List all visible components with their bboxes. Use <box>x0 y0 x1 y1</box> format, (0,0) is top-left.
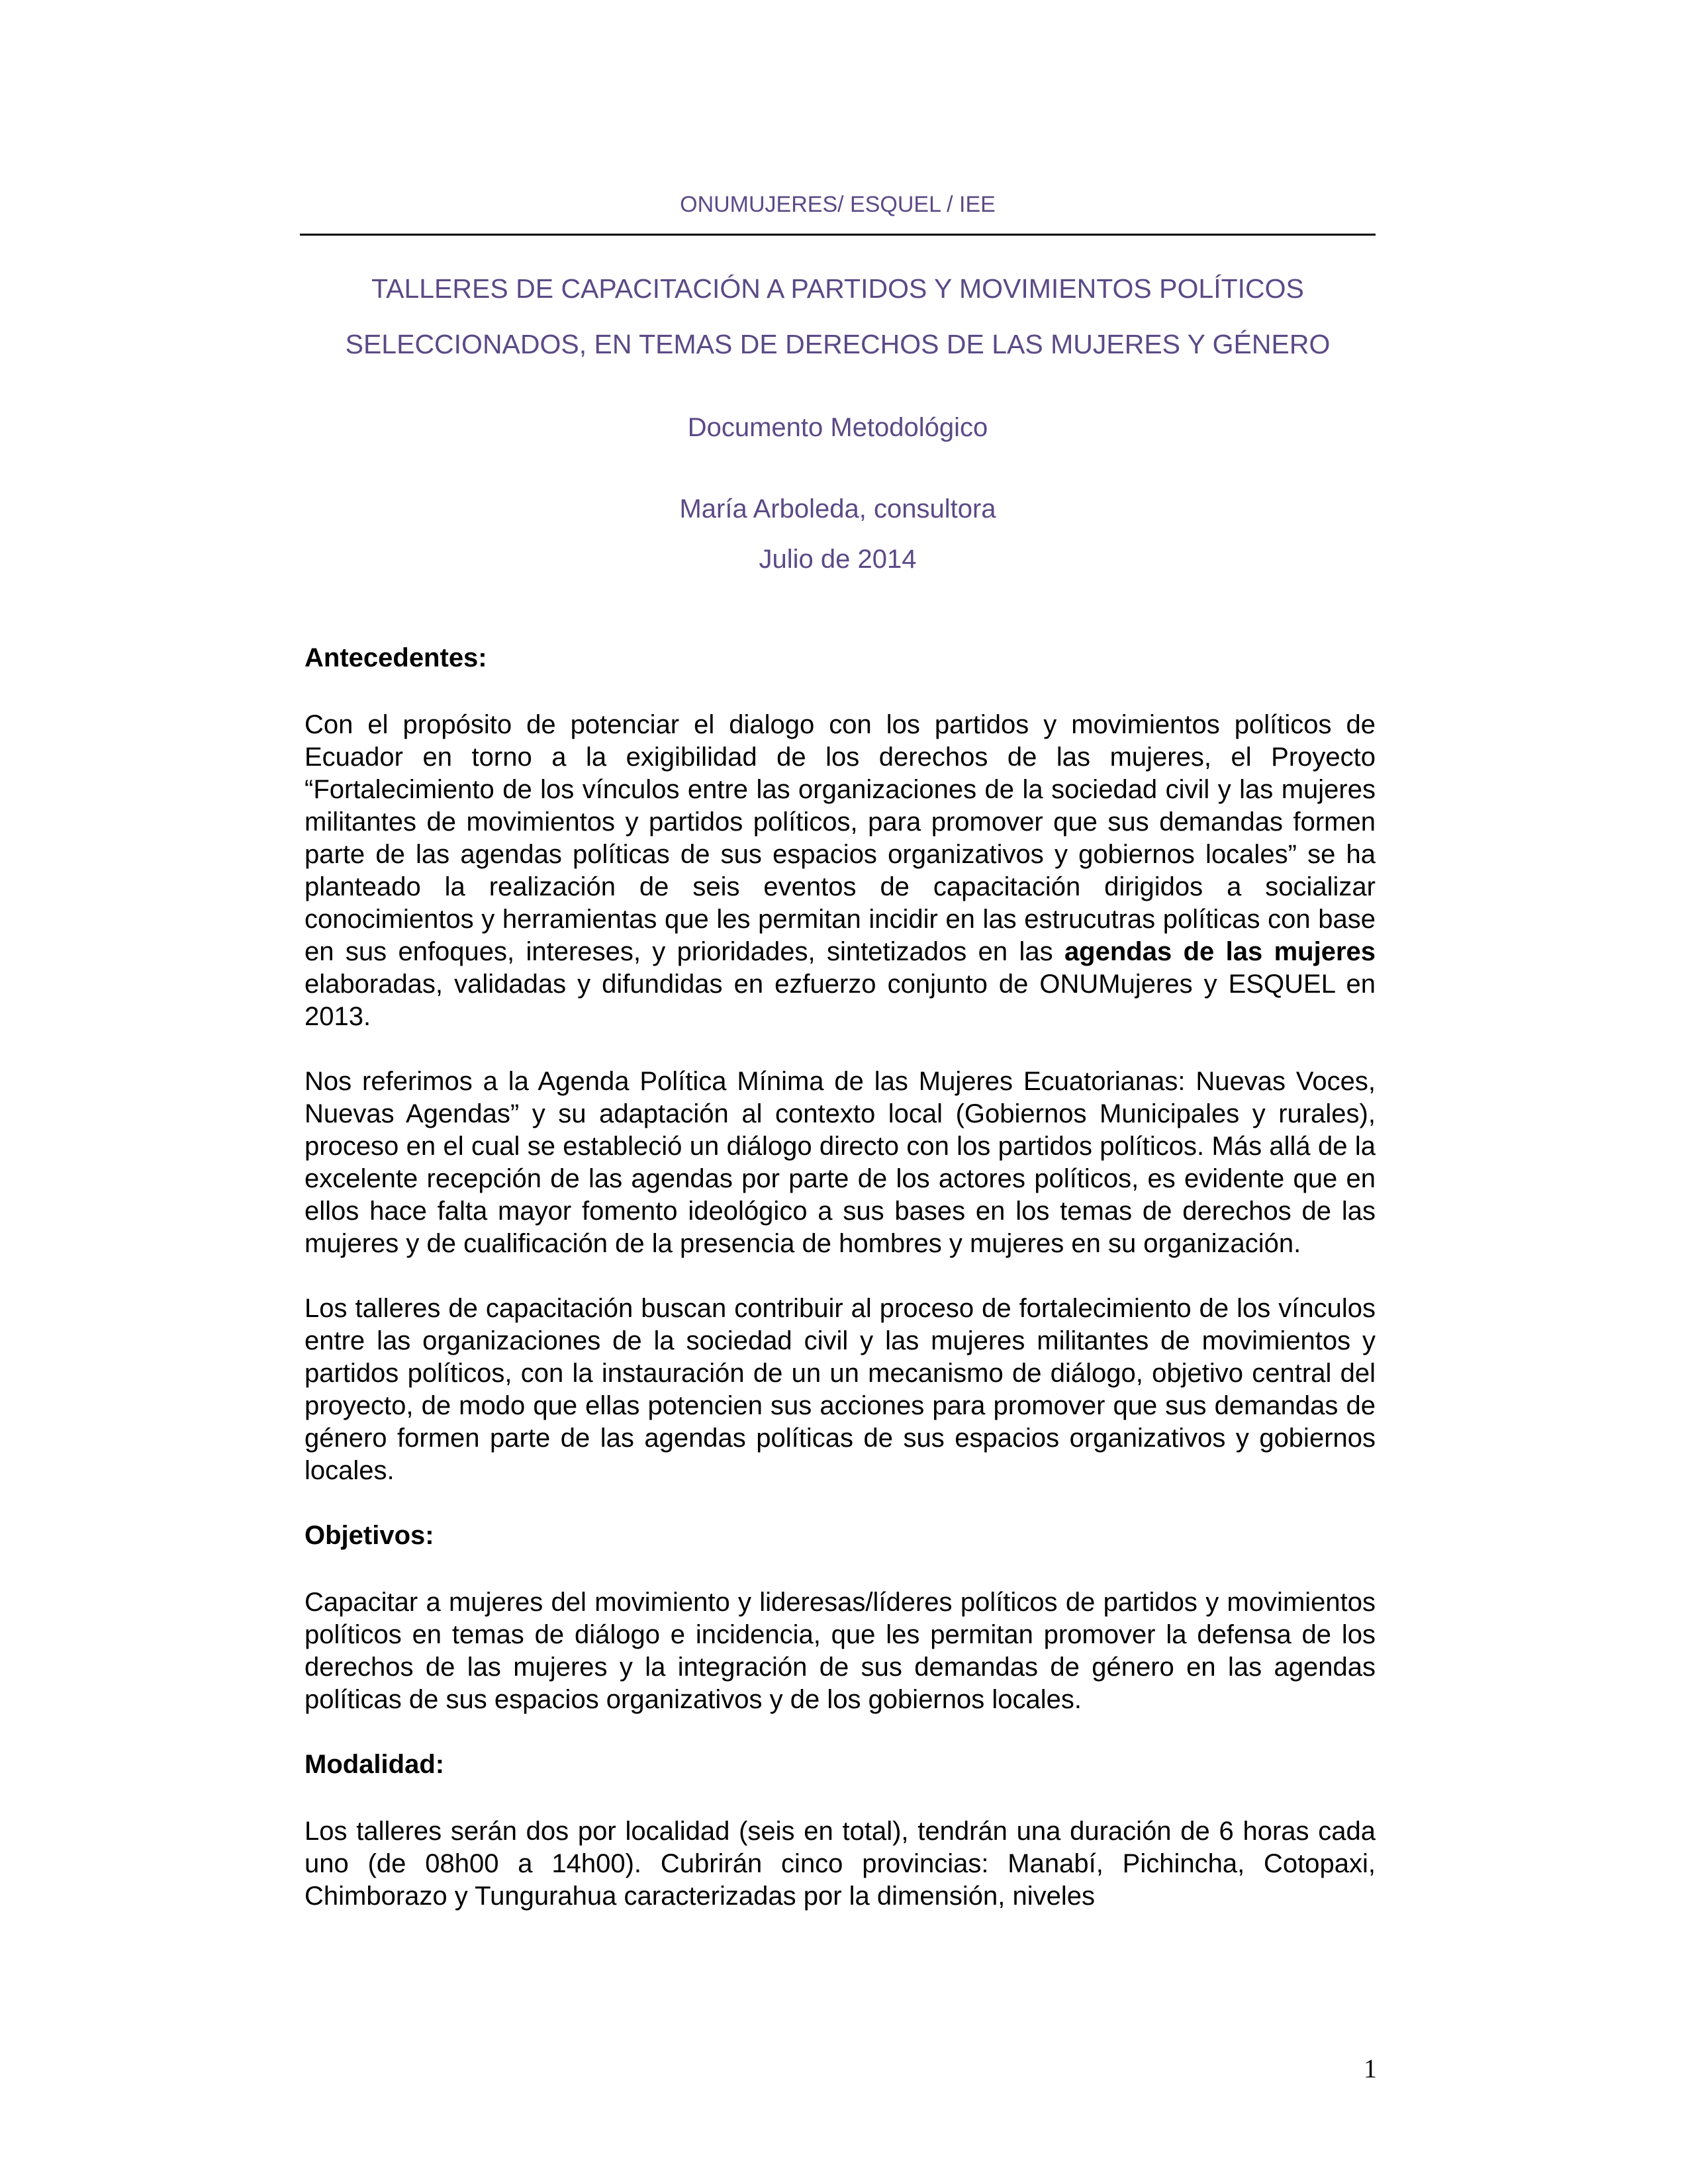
antecedentes-paragraph-2: Nos referimos a la Agenda Política Mínima de las Mujeres Ecuatorianas: Nuevas Voces, Nuevas Agendas” y su adaptación al contexto local (Gobiernos Municipales y rurales), proceso en el cual se estableció un diálogo directo con los partidos políticos. Más allá de la excelente recepción de las agendas por parte de los actores políticos, es evidente que en ellos hace falta mayor fomento ideológico a sus bases en los temas de derechos de las mujeres y de cualificación de la presencia de hombres y mujeres en su organización. <box>305 1067 1376 1258</box>
heading-modalidad: Modalidad: <box>305 1750 445 1779</box>
header-rule <box>300 234 1376 236</box>
author: María Arboleda, consultora <box>679 494 996 523</box>
page-number: 1 <box>1364 2054 1377 2083</box>
bold-agendas: agendas de las mujeres <box>1064 937 1376 966</box>
document-header: ONUMUJERES/ ESQUEL / IEE <box>680 192 996 217</box>
antecedentes-paragraph-1: Con el propósito de potenciar el dialogo con los partidos y movimientos políticos de Ecuador en torno a la exigibilidad de los derechos de las mujeres, el Proyecto “Fortalecimiento de los vínculos entre las organizaciones de la sociedad civil y las mujeres militantes de movimientos y partidos políticos, para promover que sus demandas formen parte de las agendas políticas de sus espacios organizativos y gobiernos locales” se ha planteado la realización de seis eventos de capacitación dirigidos a socializar conocimientos y herramientas que les permitan incidir en las estrucutras políticas con base en sus enfoques, intereses, y prioridades, sintetizados en las agendas de las mujeres elaboradas, validadas y difundidas en ezfuerzo conjunto de ONUMujeres y ESQUEL en 2013. <box>305 710 1376 1031</box>
title-line-2: SELECCIONADOS, EN TEMAS DE DERECHOS DE LAS MUJERES Y GÉNERO <box>345 329 1331 359</box>
heading-objetivos: Objetivos: <box>305 1521 434 1550</box>
objetivos-paragraph-1: Capacitar a mujeres del movimiento y lideresas/líderes políticos de partidos y movimientos políticos en temas de diálogo e incidencia, que les permitan promover la defensa de los derechos de las mujeres y la integración de sus demandas de género en las agendas políticas de sus espacios organizativos y de los gobiernos locales. <box>305 1588 1376 1714</box>
heading-antecedentes: Antecedentes: <box>305 643 487 672</box>
document-type: Documento Metodológico <box>687 413 988 442</box>
date: Julio de 2014 <box>759 545 917 574</box>
antecedentes-paragraph-3: Los talleres de capacitación buscan contribuir al proceso de fortalecimiento de los vínculos entre las organizaciones de la sociedad civil y las mujeres militantes de movimientos y partidos políticos, con la instauración de un un mecanismo de diálogo, objetivo central del proyecto, de modo que ellas potencien sus acciones para promover que sus demandas de género formen parte de las agendas políticas de sus espacios organizativos y gobiernos locales. <box>305 1294 1376 1485</box>
modalidad-paragraph-1: Los talleres serán dos por localidad (seis en total), tendrán una duración de 6 horas cada uno (de 08h00 a 14h00). Cubrirán cinco provincias: Manabí, Pichincha, Cotopaxi, Chimborazo y Tungurahua caracterizadas por la dimensión, niveles <box>305 1817 1376 1911</box>
title-line-1: TALLERES DE CAPACITACIÓN A PARTIDOS Y MOVIMIENTOS POLÍTICOS <box>371 273 1304 304</box>
document-body <box>305 642 1376 1913</box>
